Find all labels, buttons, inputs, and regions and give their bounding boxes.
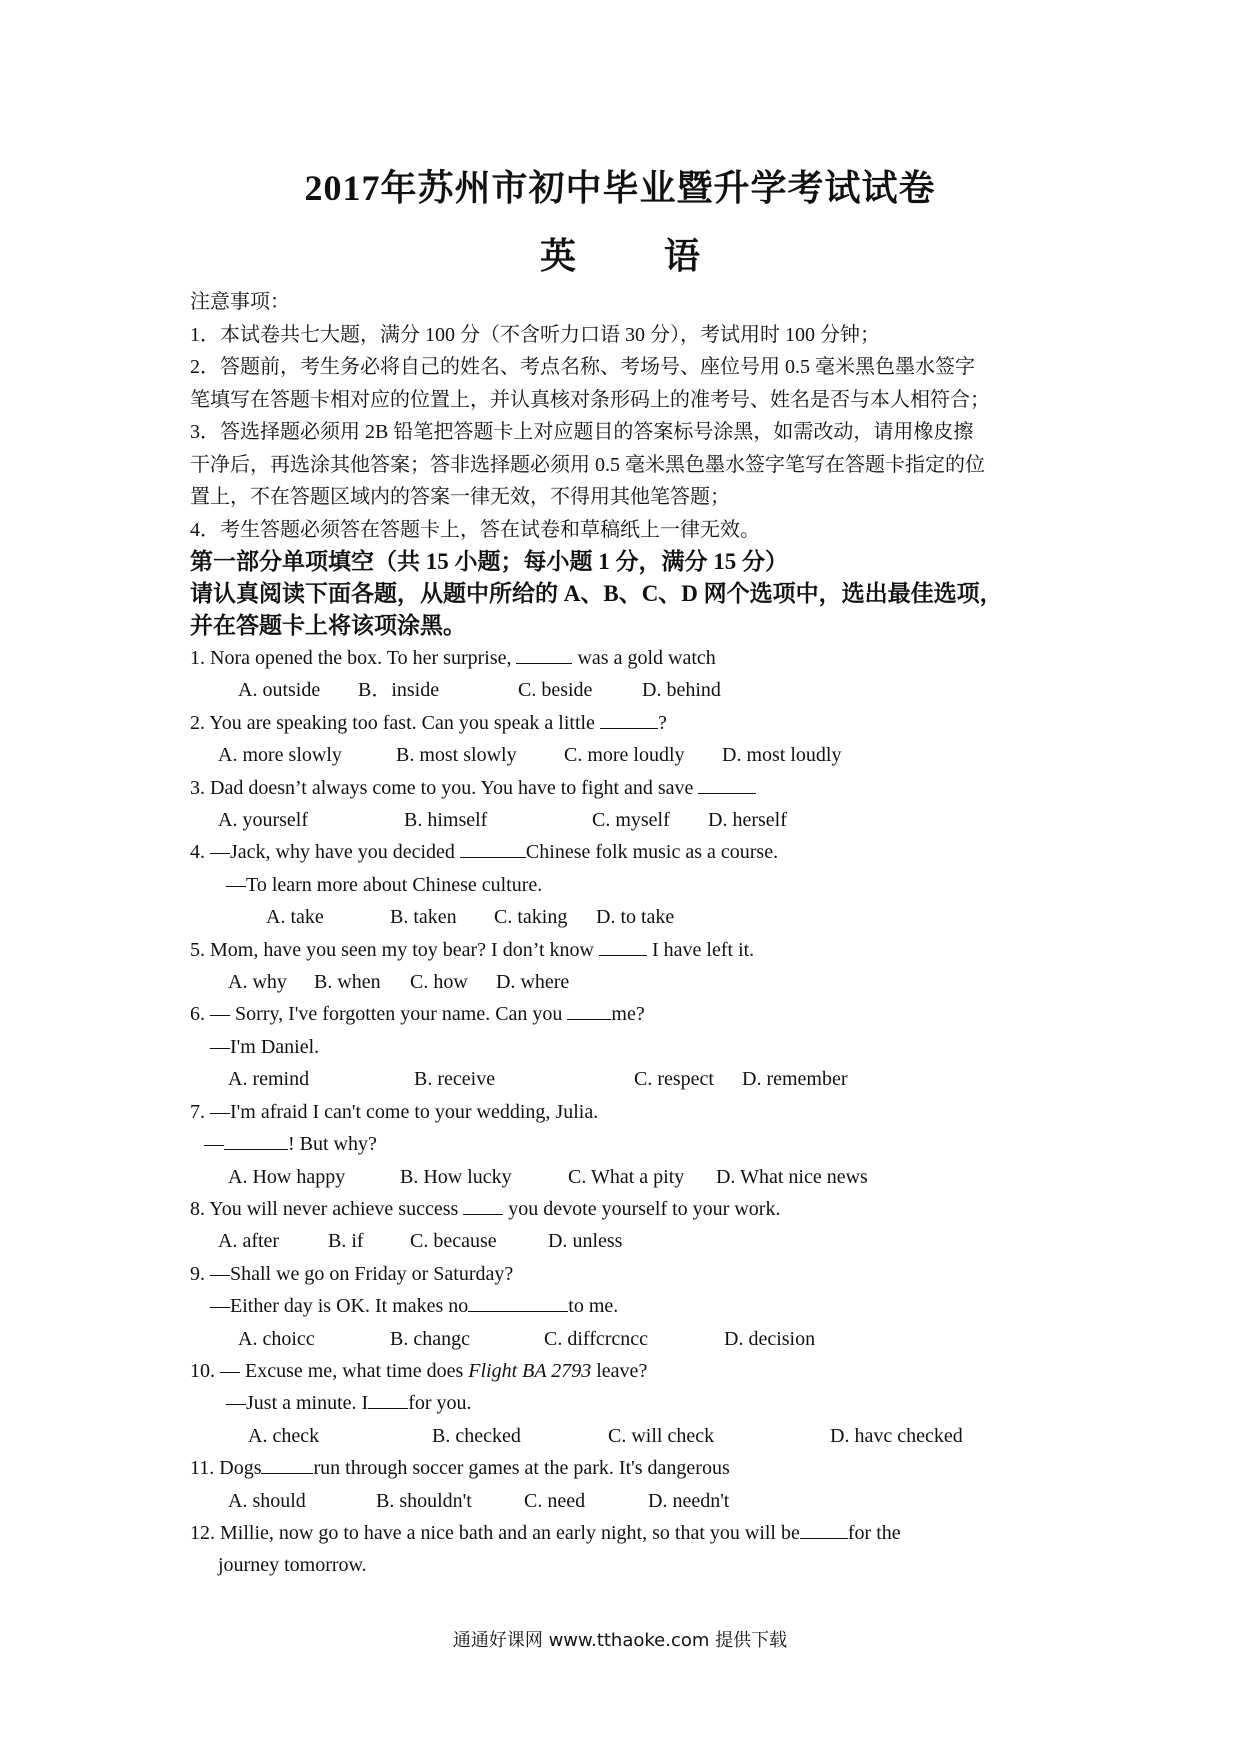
answer-blank — [368, 1390, 408, 1409]
question-text: 8. You will never achieve success — [190, 1197, 464, 1220]
question-stem — [190, 707, 1070, 739]
answer-option[interactable]: C. beside — [518, 679, 593, 702]
answer-option[interactable]: D. havc checked — [830, 1424, 963, 1447]
answer-blank — [516, 645, 572, 664]
question-stem — [190, 1517, 1070, 1549]
answer-options — [190, 674, 1070, 706]
question-stem — [190, 1193, 1070, 1225]
question-reply: journey tomorrow. — [218, 1554, 367, 1577]
question-text: for you. — [408, 1392, 472, 1415]
question-text: 9. —Shall we go on Friday or Saturday? — [190, 1262, 514, 1285]
answer-option[interactable]: A. choicc — [238, 1327, 315, 1350]
answer-option[interactable]: C. respect — [634, 1068, 714, 1091]
note-item: 1．本试卷共七大题，满分 100 分（不含听力口语 30 分），考试用时 100 分钟； — [190, 323, 880, 346]
question-text: Chinese folk music as a course. — [525, 841, 779, 864]
exam-content — [190, 286, 1070, 1582]
answer-option[interactable]: B. most slowly — [396, 744, 517, 767]
answer-option[interactable]: B. checked — [432, 1424, 521, 1447]
question-text: 5. Mom, have you seen my toy bear? I don’t know — [190, 938, 599, 961]
part1-instruction: 并在答题卡上将该项涂黑。 — [190, 613, 466, 638]
answer-option[interactable]: A. why — [228, 971, 287, 994]
answer-blank — [224, 1131, 288, 1150]
answer-blank — [698, 775, 756, 794]
answer-option[interactable]: C. will check — [608, 1424, 715, 1447]
answer-option[interactable]: B. receive — [414, 1068, 496, 1091]
answer-option[interactable]: B. himself — [404, 809, 488, 832]
answer-option[interactable]: B. changc — [390, 1327, 470, 1350]
answer-option[interactable]: A. remind — [228, 1068, 310, 1091]
answer-option[interactable]: B. shouldn't — [376, 1489, 472, 1512]
question-text: was a gold watch — [572, 647, 716, 669]
answer-option[interactable]: B. taken — [390, 906, 457, 929]
answer-option[interactable]: B．inside — [358, 679, 440, 702]
question-text: 2. You are speaking too fast. Can you speak a little — [190, 711, 600, 734]
answer-option[interactable]: C. What a pity — [568, 1165, 685, 1188]
question-stem — [190, 836, 1070, 868]
question-text: 4. —Jack, why have you decided — [190, 841, 460, 864]
answer-option[interactable]: C. because — [410, 1230, 497, 1253]
answer-option[interactable]: D. What nice news — [716, 1165, 868, 1188]
question-text: 3. Dad doesn’t always come to you. You have to fight and save — [190, 776, 699, 799]
answer-options — [190, 804, 1070, 836]
subject-title — [0, 228, 1240, 279]
question-text: you devote yourself to your work. — [503, 1197, 781, 1220]
answer-option[interactable]: D. behind — [642, 679, 721, 702]
notes-heading: 注意事项： — [190, 291, 290, 313]
question-stem — [190, 998, 1070, 1030]
answer-option[interactable]: D. needn't — [648, 1489, 730, 1512]
question-text: to me. — [568, 1295, 619, 1318]
answer-option[interactable]: C. more loudly — [564, 744, 685, 767]
answer-option[interactable]: B. when — [314, 971, 381, 994]
answer-blank — [567, 1001, 611, 1020]
answer-option[interactable]: D. to take — [596, 906, 675, 929]
answer-options — [190, 1225, 1070, 1257]
question-stem — [190, 934, 1070, 966]
question-reply — [190, 1387, 1070, 1419]
answer-options — [190, 1420, 1070, 1452]
page-title: 2017年苏州市初中毕业暨升学考试试卷 — [304, 168, 936, 208]
question-text: 11. Dogs — [190, 1457, 262, 1480]
answer-option[interactable]: A. should — [228, 1489, 306, 1512]
answer-blank — [460, 839, 526, 858]
answer-options — [190, 966, 1070, 998]
question-text: 1. Nora opened the box. To her surprise, — [190, 647, 517, 669]
answer-option[interactable]: C. diffcrcncc — [544, 1327, 649, 1350]
answer-option[interactable]: A. check — [248, 1424, 320, 1447]
subject-char-2: 语 — [664, 236, 701, 276]
question-reply: —I'm Daniel. — [210, 1035, 320, 1058]
question-list — [190, 642, 1070, 1582]
question-text: —Either day is OK. It makes no — [210, 1295, 469, 1318]
note-item: 3．答选择题必须用 2B 铅笔把答题卡上对应题目的答案标号涂黑，如需改动，请用橡皮擦 — [190, 421, 974, 443]
answer-option[interactable]: C. how — [410, 971, 468, 994]
answer-option[interactable]: A. yourself — [218, 809, 308, 832]
answer-options — [190, 739, 1070, 771]
question-reply: —To learn more about Chinese culture. — [226, 873, 543, 896]
question-stem — [190, 1355, 1070, 1387]
note-item: 置上，不在答题区域内的答案一律无效，不得用其他笔答题； — [190, 486, 730, 508]
footer-credit: 通通好课网 www.tthaoke.com 提供下载 — [452, 1630, 788, 1651]
answer-option[interactable]: C. need — [524, 1489, 586, 1512]
answer-blank — [600, 710, 658, 729]
answer-blank — [599, 937, 647, 956]
answer-option[interactable]: D. most loudly — [722, 744, 842, 767]
answer-option[interactable]: B. How lucky — [400, 1165, 512, 1188]
answer-options — [190, 1323, 1070, 1355]
answer-option[interactable]: D. unless — [548, 1230, 623, 1253]
answer-options — [190, 1161, 1070, 1193]
question-text: 12. Millie, now go to have a nice bath and an early night, so that you will be — [190, 1521, 800, 1544]
question-reply — [190, 1290, 1070, 1322]
question-text: me? — [611, 1003, 645, 1026]
question-stem — [190, 1096, 1070, 1128]
answer-options — [190, 1485, 1070, 1517]
question-text: I have left it. — [647, 938, 755, 961]
answer-option[interactable]: D. where — [496, 971, 570, 994]
answer-option[interactable]: B. if — [328, 1230, 364, 1253]
part1-instruction: 请认真阅读下面各题，从题中所给的 A、B、C、D 网个选项中，选出最佳选项， — [190, 581, 1003, 606]
question-stem — [190, 1258, 1070, 1290]
part1-heading: 第一部分单项填空（共 15 小题；每小题 1 分，满分 15 分） — [190, 549, 788, 574]
answer-option[interactable]: D. decision — [724, 1327, 816, 1350]
note-item: 2．答题前，考生务必将自己的姓名、考点名称、考场号、座位号用 0.5 毫米黑色墨水签字 — [190, 356, 975, 378]
flight-number: Flight BA 2793 — [468, 1359, 592, 1382]
question-reply — [190, 1128, 1070, 1160]
answer-blank — [261, 1455, 313, 1474]
question-text: for the — [847, 1521, 901, 1544]
question-stem — [190, 772, 1070, 804]
answer-option[interactable]: A. outside — [238, 679, 321, 702]
subject-char-1: 英 — [539, 236, 576, 276]
question-text: ? — [657, 711, 667, 734]
answer-blank — [463, 1196, 503, 1215]
note-item: 4．考生答题必须答在答题卡上，答在试卷和草稿纸上一律无效。 — [190, 518, 760, 541]
question-text: ! But why? — [288, 1133, 377, 1156]
answer-option[interactable]: A. more slowly — [218, 744, 342, 767]
note-item: 干净后，再选涂其他答案；答非选择题必须用 0.5 毫米黑色墨水签字笔写在答题卡指定的位 — [190, 453, 985, 476]
question-text: — — [204, 1133, 224, 1156]
question-text: 10. — Excuse me, what time does — [190, 1359, 469, 1382]
question-text: run through soccer games at the park. It's dangerous — [313, 1457, 730, 1480]
answer-options — [190, 901, 1070, 933]
answer-option[interactable]: A. How happy — [228, 1165, 346, 1188]
answer-options — [190, 1063, 1070, 1095]
question-text: 7. —I'm afraid I can't come to your wedding, Julia. — [190, 1100, 599, 1123]
answer-option[interactable]: A. take — [266, 906, 324, 929]
question-stem — [190, 642, 1070, 674]
answer-option[interactable]: D. herself — [708, 809, 787, 832]
answer-option[interactable]: C. myself — [592, 809, 670, 832]
question-text: —Just a minute. I — [226, 1392, 369, 1415]
question-text: 6. — Sorry, I've forgotten your name. Can you — [190, 1003, 568, 1026]
answer-blank — [800, 1520, 848, 1539]
note-item: 笔填写在答题卡相对应的位置上，并认真核对条形码上的准考号、姓名是否与本人相符合； — [190, 388, 990, 411]
answer-option[interactable]: A. after — [218, 1230, 280, 1253]
answer-option[interactable]: D. remember — [742, 1068, 848, 1091]
answer-blank — [468, 1293, 568, 1312]
question-text: leave? — [591, 1359, 648, 1382]
answer-option[interactable]: C. taking — [494, 906, 568, 929]
question-stem — [190, 1452, 1070, 1484]
